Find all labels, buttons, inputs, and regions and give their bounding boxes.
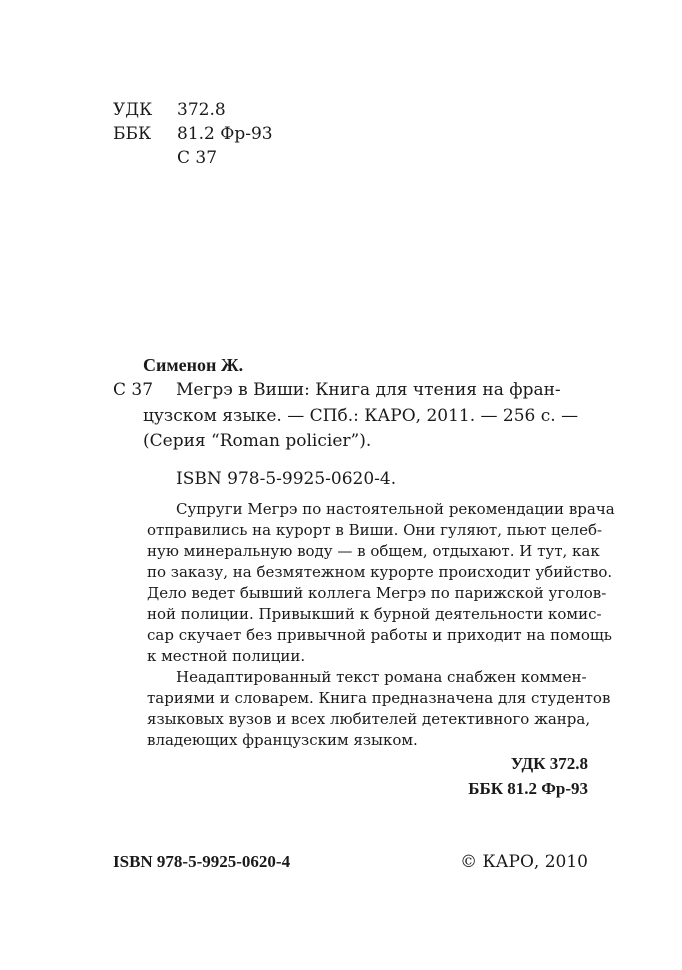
author-mark-top: С 37 — [177, 148, 218, 168]
description-line: (Серия “Roman policier”). — [143, 431, 372, 451]
bbk-bottom: ББК 81.2 Фр-93 — [468, 779, 588, 798]
udk-bottom: УДК 372.8 — [510, 754, 588, 773]
annotation-line: отправились на курорт в Виши. Они гуляют, пьют целеб- — [147, 521, 603, 539]
annotation-line: по заказу, на безмятежном курорте происходит убийство. — [147, 563, 613, 581]
author-mark: С 37 — [113, 380, 154, 400]
annotation-line: сар скучает без привычной работы и приходит на помощь — [147, 626, 612, 644]
udk-label: УДК — [113, 100, 153, 120]
annotation-line: Неадаптированный текст романа снабжен коммен- — [176, 668, 587, 686]
annotation-line: владеющих французским языком. — [147, 731, 418, 749]
isbn-record: ISBN 978-5-9925-0620-4. — [176, 469, 397, 489]
isbn-footer: ISBN 978-5-9925-0620-4 — [113, 852, 291, 871]
annotation-line: Дело ведет бывший коллега Мегрэ по парижской уголов- — [147, 584, 607, 602]
annotation-line: к местной полиции. — [147, 647, 306, 665]
annotation-line: языковых вузов и всех любителей детективного жанра, — [147, 710, 591, 728]
udk-value: 372.8 — [177, 100, 226, 120]
annotation-line: ной полиции. Привыкший к бурной деятельности комис- — [147, 605, 602, 623]
description-line: цузском языке. — СПб.: КАРО, 2011. — 256 с. — — [143, 406, 579, 426]
annotation-line: тариями и словарем. Книга предназначена для студентов — [147, 689, 611, 707]
bbk-value: 81.2 Фр-93 — [177, 124, 273, 144]
copyright: © КАРО, 2010 — [460, 852, 588, 872]
bbk-label: ББК — [113, 124, 152, 144]
author-name: Сименон Ж. — [143, 355, 244, 375]
description-line: Мегрэ в Виши: Книга для чтения на фран- — [176, 380, 561, 400]
annotation-line: Супруги Мегрэ по настоятельной рекомендации врача — [176, 500, 615, 518]
annotation-line: ную минеральную воду — в общем, отдыхают. И тут, как — [147, 542, 600, 560]
